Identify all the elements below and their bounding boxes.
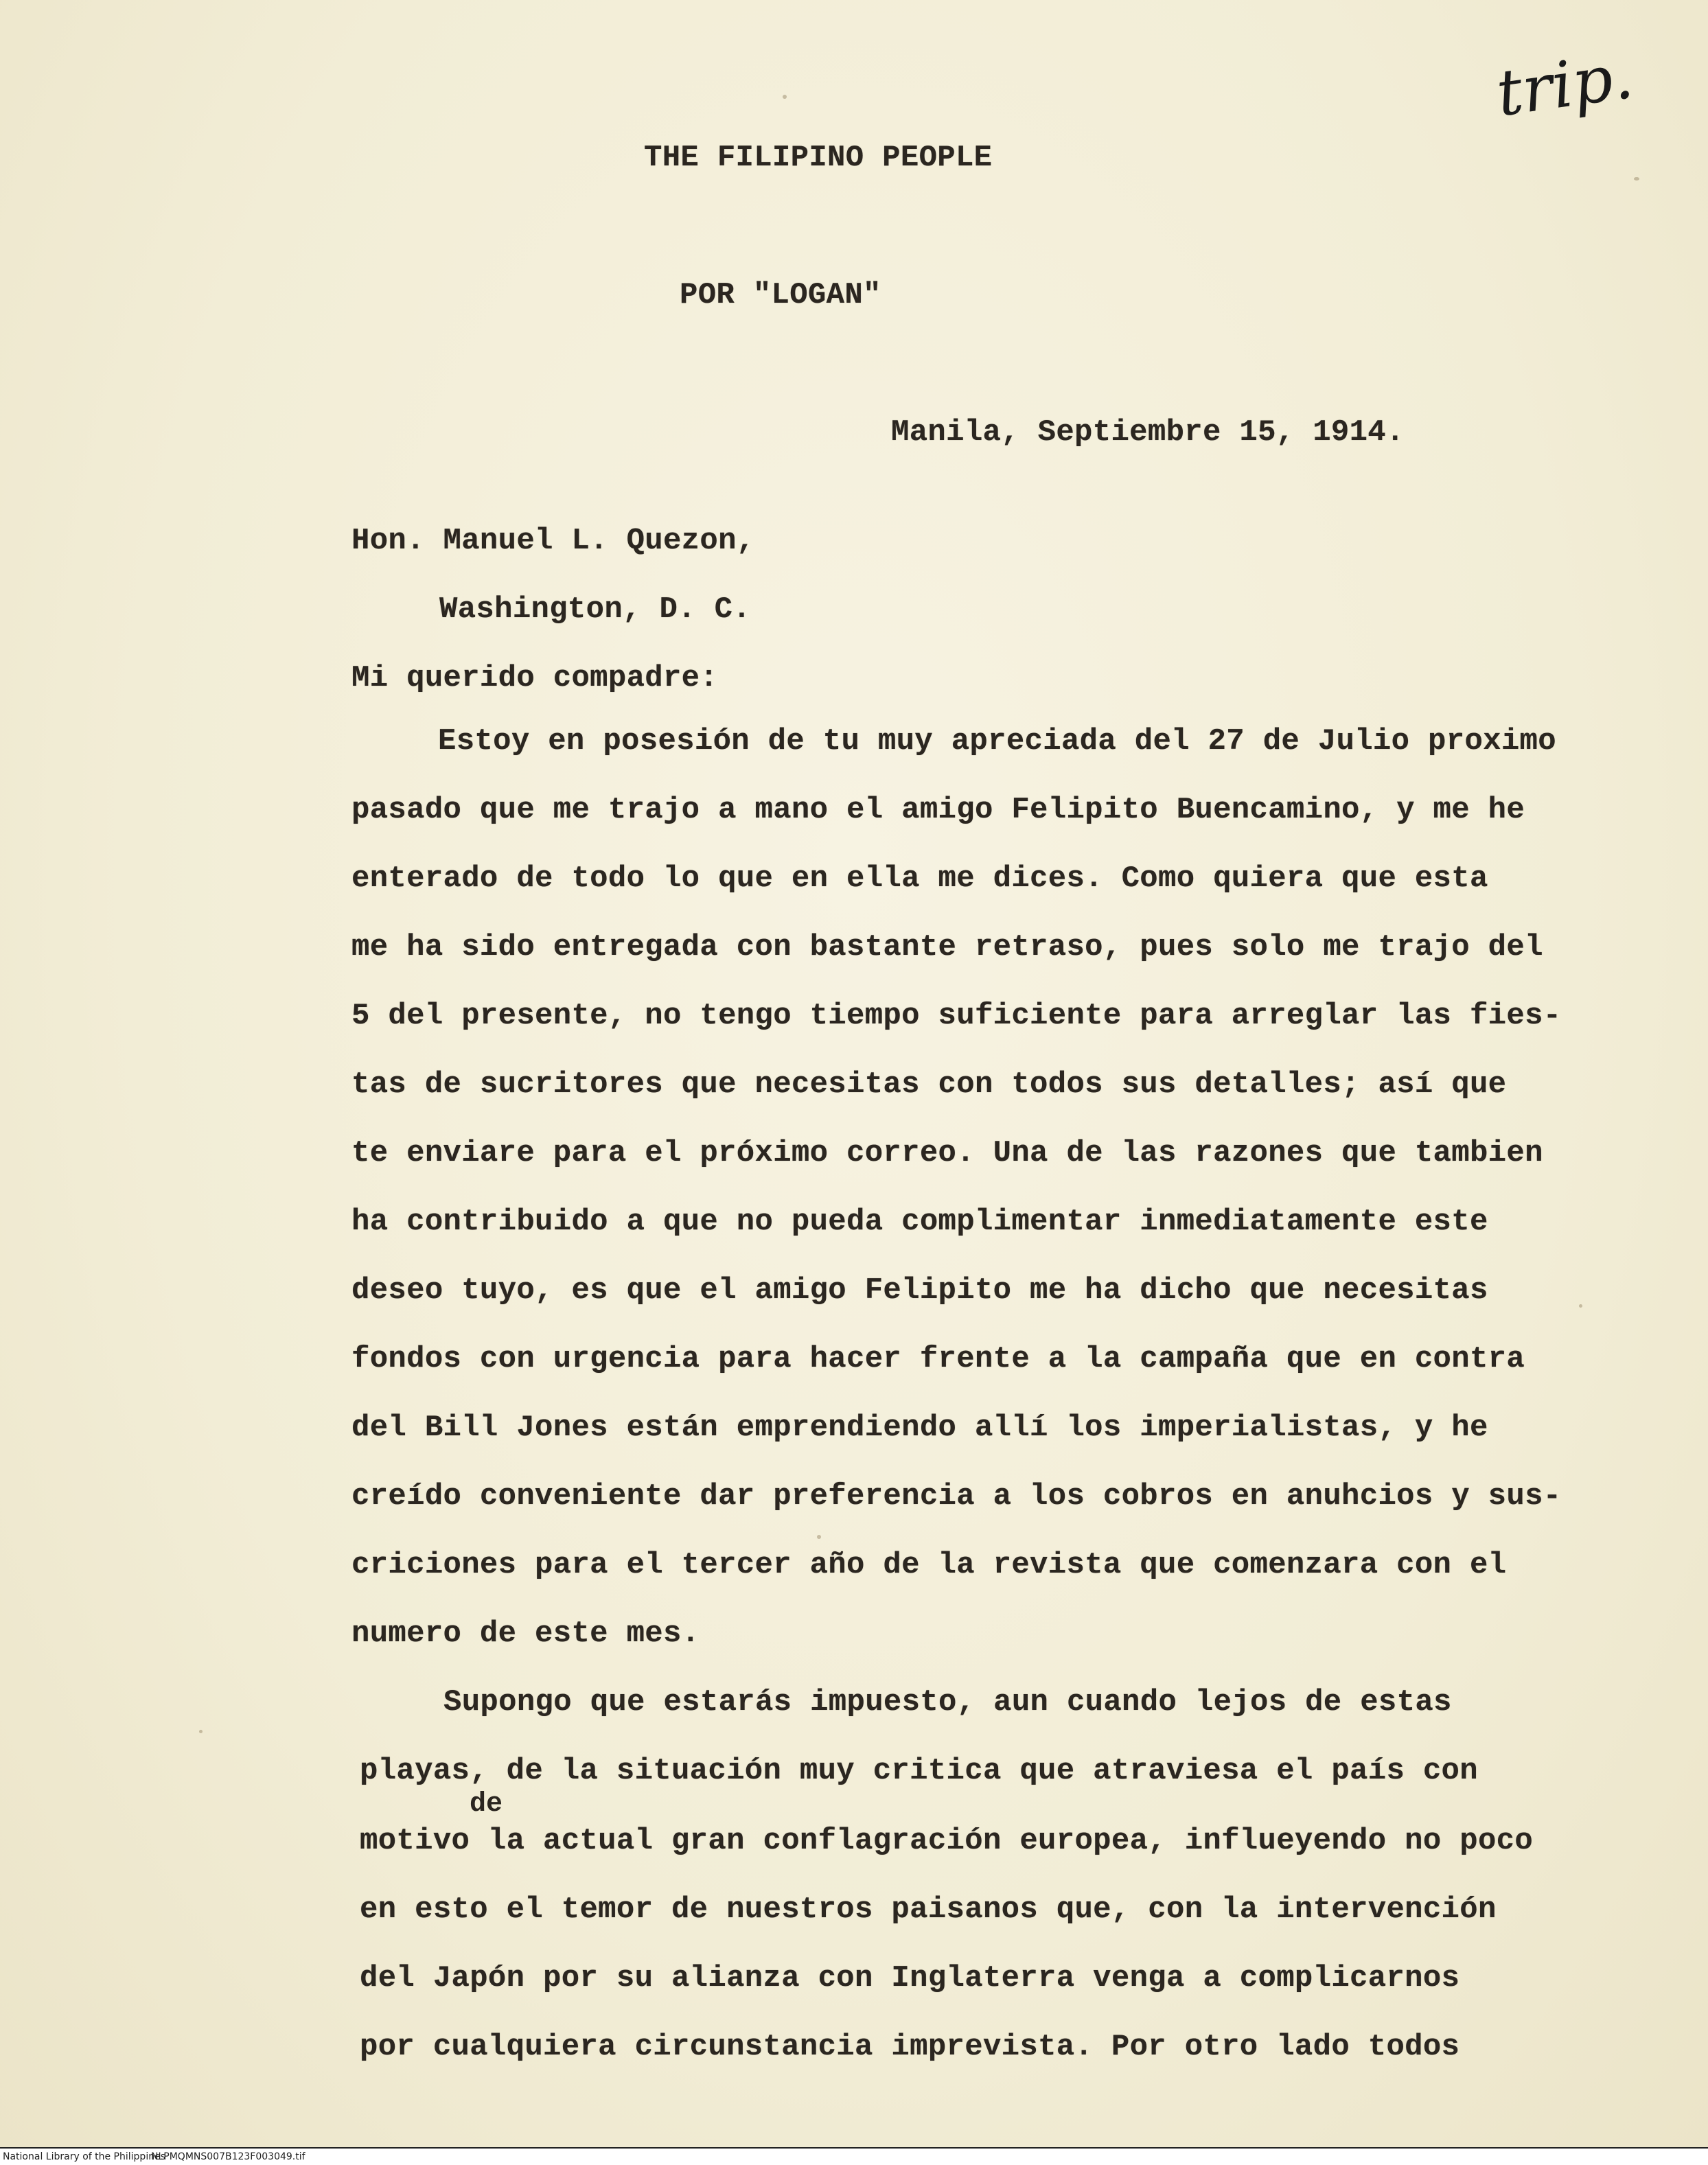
body-line: me ha sido entregada con bastante retraso, pues solo me trajo del [351, 930, 1543, 964]
paper-speck [1579, 1304, 1582, 1308]
body-line: en esto el temor de nuestros paisanos que, con la intervención [360, 1892, 1497, 1927]
handwritten-note: trip. [1492, 38, 1637, 131]
addressee-city: Washington, D. C. [439, 592, 751, 627]
body-line: tas de sucritores que necesitas con todos sus detalles; así que [351, 1067, 1507, 1102]
body-line: ha contribuido a que no pueda complimentar inmediatamente este [351, 1205, 1488, 1239]
body-line: te enviare para el próximo correo. Una de las razones que tambien [351, 1136, 1543, 1170]
body-line: enterado de todo lo que en ella me dices. Como quiera que esta [351, 861, 1488, 896]
paper-speck [817, 1535, 821, 1539]
body-line: 5 del presente, no tengo tiempo suficiente para arreglar las fies- [351, 999, 1562, 1033]
paper-speck [783, 95, 787, 99]
body-line: criciones para el tercer año de la revista que comenzara con el [351, 1548, 1507, 1582]
body-line: pasado que me trajo a mano el amigo Felipito Buencamino, y me he [351, 793, 1525, 827]
paper-speck [1634, 177, 1639, 181]
body-line: por cualquiera circunstancia imprevista. Por otro lado todos [360, 2030, 1460, 2064]
body-line: Supongo que estarás impuesto, aun cuando lejos de estas [443, 1685, 1452, 1720]
paper-speck [199, 1730, 203, 1733]
document-title: THE FILIPINO PEOPLE [644, 141, 993, 175]
body-line: playas, de la situación muy critica que atraviesa el país con [360, 1754, 1478, 1788]
archive-file-id: NLPMQMNS007B123F003049.tif [151, 2151, 305, 2162]
body-line: fondos con urgencia para hacer frente a la campaña que en contra [351, 1342, 1525, 1376]
typed-insertion: de [470, 1789, 503, 1820]
body-line: del Bill Jones están emprendiendo allí los imperialistas, y he [351, 1411, 1488, 1445]
body-line: motivo la actual gran conflagración europea, influeyendo no poco [360, 1824, 1534, 1858]
body-line: del Japón por su alianza con Inglaterra venga a complicarnos [360, 1961, 1460, 1995]
body-line: deseo tuyo, es que el amigo Felipito me ha dicho que necesitas [351, 1273, 1488, 1308]
body-line: creído conveniente dar preferencia a los cobros en anuhcios y sus- [351, 1479, 1562, 1514]
archive-institution: National Library of the Philippines [3, 2151, 165, 2162]
body-line: numero de este mes. [351, 1617, 700, 1651]
body-line: Estoy en posesión de tu muy apreciada del 27 de Julio proximo [438, 724, 1556, 759]
salutation: Mi querido compadre: [351, 661, 719, 695]
byline: POR "LOGAN" [680, 278, 881, 312]
addressee-name: Hon. Manuel L. Quezon, [351, 524, 755, 558]
dateline: Manila, Septiembre 15, 1914. [891, 415, 1405, 450]
